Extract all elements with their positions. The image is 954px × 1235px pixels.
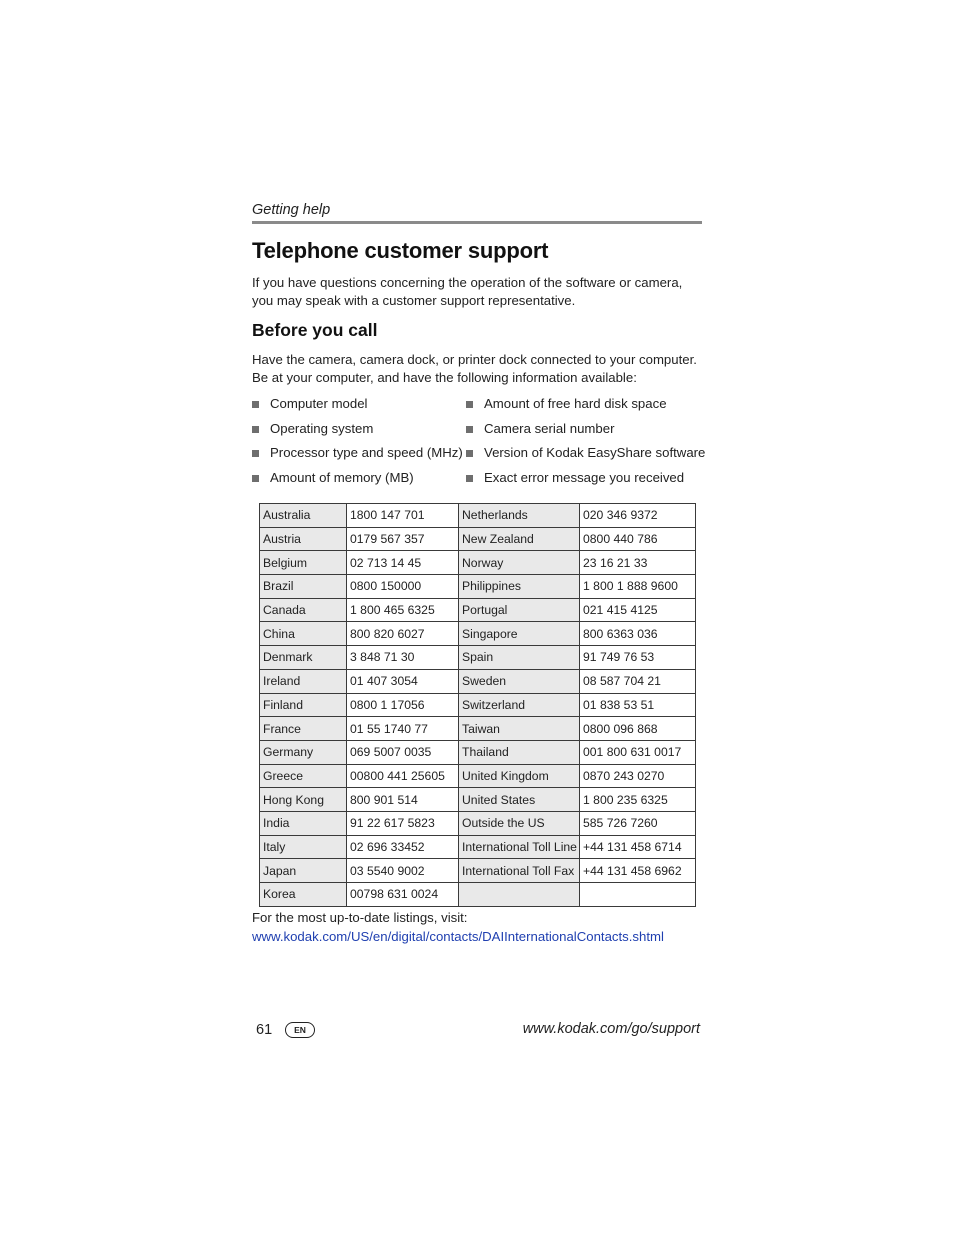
country-cell: Philippines	[459, 575, 580, 599]
country-cell: Outside the US	[459, 811, 580, 835]
country-cell: Greece	[260, 764, 347, 788]
checklist-item	[466, 470, 704, 495]
running-header: Getting help	[252, 202, 702, 224]
square-bullet-icon	[252, 475, 259, 482]
phone-cell: 03 5540 9002	[347, 859, 459, 883]
intro-paragraph: If you have questions concerning the operation of the software or camera, you may speak with a customer support representative.	[252, 275, 683, 308]
country-cell: Hong Kong	[260, 788, 347, 812]
country-cell: International Toll Fax	[459, 859, 580, 883]
table-row	[260, 693, 696, 717]
phone-cell: 1 800 235 6325	[580, 788, 696, 812]
contact-numbers-table	[259, 503, 696, 907]
checklist-item-label: Camera serial number	[484, 420, 615, 436]
phone-cell: 069 5007 0035	[347, 740, 459, 764]
phone-cell: 800 6363 036	[580, 622, 696, 646]
country-cell: Spain	[459, 646, 580, 670]
country-cell: Austria	[260, 527, 347, 551]
contacts-link[interactable]: www.kodak.com/US/en/digital/contacts/DAIInternationalContacts.shtml	[252, 929, 664, 944]
phone-cell: 0870 243 0270	[580, 764, 696, 788]
country-cell: Japan	[260, 859, 347, 883]
country-cell: Sweden	[459, 669, 580, 693]
language-badge: EN	[285, 1022, 315, 1038]
phone-cell: 00798 631 0024	[347, 883, 459, 907]
phone-cell: 800 901 514	[347, 788, 459, 812]
phone-cell	[580, 883, 696, 907]
country-cell: Thailand	[459, 740, 580, 764]
square-bullet-icon	[252, 401, 259, 408]
checklist-item	[252, 445, 466, 470]
square-bullet-icon	[466, 450, 473, 457]
country-cell: Norway	[459, 551, 580, 575]
phone-cell: 0800 1 17056	[347, 693, 459, 717]
table-row	[260, 575, 696, 599]
checklist-item	[466, 396, 704, 421]
checklist-item	[466, 421, 704, 446]
square-bullet-icon	[466, 401, 473, 408]
country-cell: International Toll Line	[459, 835, 580, 859]
square-bullet-icon	[466, 475, 473, 482]
country-cell: Switzerland	[459, 693, 580, 717]
country-cell: Canada	[260, 598, 347, 622]
square-bullet-icon	[252, 426, 259, 433]
table-row	[260, 740, 696, 764]
table-row	[260, 811, 696, 835]
country-cell: Denmark	[260, 646, 347, 670]
page-number: 61	[256, 1022, 273, 1038]
table-row	[260, 622, 696, 646]
phone-cell: 01 55 1740 77	[347, 717, 459, 741]
table-row	[260, 646, 696, 670]
phone-cell: 3 848 71 30	[347, 646, 459, 670]
checklist-item	[252, 396, 466, 421]
square-bullet-icon	[252, 450, 259, 457]
country-cell: India	[260, 811, 347, 835]
checklist-item-label: Exact error message you received	[484, 469, 685, 485]
country-cell: Germany	[260, 740, 347, 764]
phone-cell: 91 22 617 5823	[347, 811, 459, 835]
country-cell: Brazil	[260, 575, 347, 599]
phone-cell: 0800 150000	[347, 575, 459, 599]
table-row	[260, 835, 696, 859]
page-title: Telephone customer support	[252, 238, 549, 263]
country-cell: Portugal	[459, 598, 580, 622]
table-row	[260, 598, 696, 622]
table-row	[260, 788, 696, 812]
phone-cell: 021 415 4125	[580, 598, 696, 622]
country-cell: Belgium	[260, 551, 347, 575]
table-row	[260, 551, 696, 575]
table-row	[260, 504, 696, 528]
phone-cell: 02 696 33452	[347, 835, 459, 859]
checklist-item-label: Operating system	[270, 420, 374, 436]
country-cell: France	[260, 717, 347, 741]
country-cell	[459, 883, 580, 907]
checklist-item	[252, 421, 466, 446]
country-cell: United States	[459, 788, 580, 812]
phone-cell: 00800 441 25605	[347, 764, 459, 788]
country-cell: Australia	[260, 504, 347, 528]
square-bullet-icon	[466, 426, 473, 433]
phone-cell: 020 346 9372	[580, 504, 696, 528]
info-checklist	[252, 396, 704, 494]
country-cell: New Zealand	[459, 527, 580, 551]
country-cell: Korea	[260, 883, 347, 907]
phone-cell: +44 131 458 6962	[580, 859, 696, 883]
table-row	[260, 859, 696, 883]
phone-cell: 1800 147 701	[347, 504, 459, 528]
checklist-item-label: Computer model	[270, 396, 368, 411]
phone-cell: 0800 440 786	[580, 527, 696, 551]
phone-cell: 02 713 14 45	[347, 551, 459, 575]
phone-cell: +44 131 458 6714	[580, 835, 696, 859]
section-heading-before-you-call: Before you call	[252, 320, 378, 340]
before-call-paragraph: Have the camera, camera dock, or printer dock connected to your computer. Be at your computer, and have the following information available:	[252, 352, 697, 385]
country-cell: Singapore	[459, 622, 580, 646]
country-cell: Netherlands	[459, 504, 580, 528]
phone-cell: 800 820 6027	[347, 622, 459, 646]
phone-cell: 0800 096 868	[580, 717, 696, 741]
country-cell: Ireland	[260, 669, 347, 693]
country-cell: Taiwan	[459, 717, 580, 741]
country-cell: China	[260, 622, 347, 646]
table-row	[260, 883, 696, 907]
phone-cell: 001 800 631 0017	[580, 740, 696, 764]
checklist-item	[466, 445, 704, 470]
country-cell: United Kingdom	[459, 764, 580, 788]
phone-cell: 23 16 21 33	[580, 551, 696, 575]
phone-cell: 585 726 7260	[580, 811, 696, 835]
support-url: www.kodak.com/go/support	[522, 1021, 700, 1037]
checklist-item-label: Amount of memory (MB)	[270, 469, 414, 485]
phone-cell: 91 749 76 53	[580, 646, 696, 670]
contact-table-body	[260, 504, 696, 907]
checklist-item-label: Amount of free hard disk space	[484, 396, 667, 411]
footer-note: For the most up-to-date listings, visit:	[252, 910, 468, 925]
phone-cell: 08 587 704 21	[580, 669, 696, 693]
table-row	[260, 669, 696, 693]
table-row	[260, 764, 696, 788]
phone-cell: 1 800 465 6325	[347, 598, 459, 622]
country-cell: Finland	[260, 693, 347, 717]
checklist-item-label: Processor type and speed (MHz)	[270, 445, 463, 461]
phone-cell: 0179 567 357	[347, 527, 459, 551]
phone-cell: 1 800 1 888 9600	[580, 575, 696, 599]
table-row	[260, 527, 696, 551]
phone-cell: 01 407 3054	[347, 669, 459, 693]
phone-cell: 01 838 53 51	[580, 693, 696, 717]
checklist-item	[252, 470, 466, 495]
checklist-item-label: Version of Kodak EasyShare software	[484, 445, 706, 461]
table-row	[260, 717, 696, 741]
country-cell: Italy	[260, 835, 347, 859]
